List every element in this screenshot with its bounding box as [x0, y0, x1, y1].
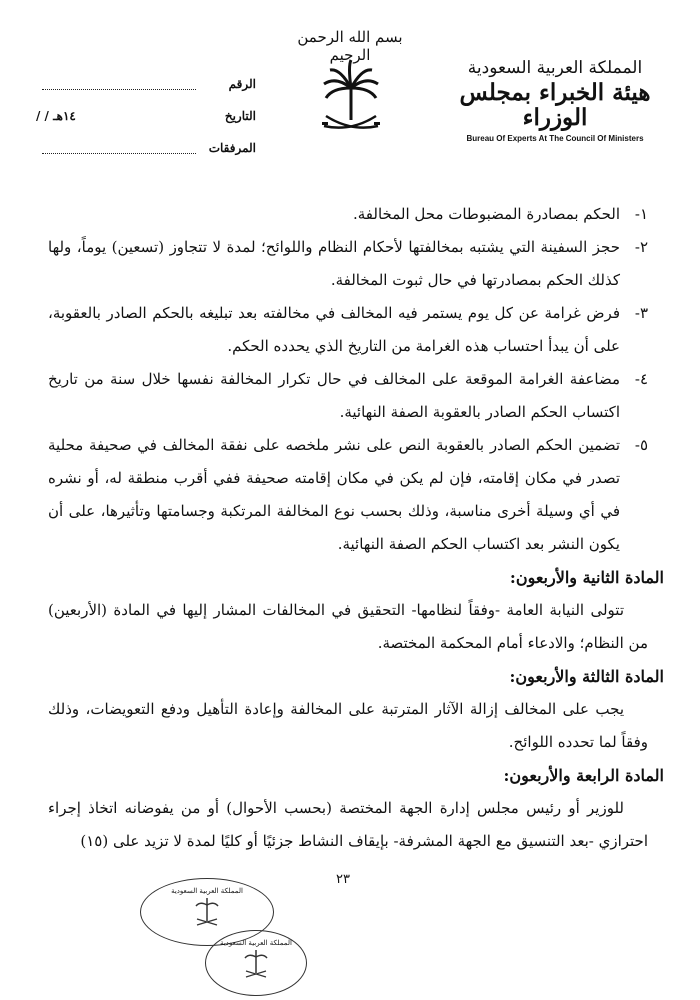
date-label: التاريخ — [224, 109, 256, 123]
stamp-emblem-icon — [192, 897, 222, 927]
official-stamp — [205, 930, 307, 996]
article-heading: المادة الثالثة والأربعون: — [509, 667, 664, 686]
list-item — [48, 231, 648, 297]
list-item — [48, 363, 648, 429]
ref-number-line — [42, 79, 196, 90]
bureau-name: هيئة الخبراء بمجلس الوزراء — [459, 79, 651, 132]
bureau-name-english: Bureau Of Experts At The Council Of Ministers — [466, 133, 644, 143]
list-item — [48, 297, 648, 363]
stamp-emblem-icon — [241, 949, 271, 979]
article-text: تتولى النيابة العامة -وفقاً لنظامها- التحقيق في المخالفات المشار إليها في المادة (الأربعين) من النظام؛ والادعاء أمام المحكمة المختصة. — [48, 601, 648, 652]
item-text: تضمين الحكم الصادر بالعقوبة النص على نشر ملخصه على نفقة المخالف في صحيفة محلية تصدر في مكان إقامته، فإن لم يكن في مكان إقامته صحيفة ففي أقرب منطقة له، أو نشره في أي وسيلة أخرى مناسبة، وذلك بحسب نوع المخالفة المرتكبة وجسامتها وتأثيرها، على أن يكون النشر بعد اكتساب الحكم الصفة النهائية. — [48, 436, 620, 553]
page-number: ٢٣ — [336, 872, 350, 887]
item-number: ٢- — [634, 238, 648, 256]
attachments-line — [42, 143, 196, 154]
document-body — [48, 198, 664, 858]
reference-block — [36, 68, 256, 164]
date-value: / / ١٤هـ — [36, 109, 76, 123]
ref-number-row — [36, 68, 256, 100]
basmala: بسم الله الرحمن الرحيم — [297, 28, 403, 64]
stamp-text: المملكة العربية السعودية — [220, 939, 292, 947]
list-item — [48, 198, 648, 231]
article-heading: المادة الرابعة والأربعون: — [503, 766, 664, 785]
item-text: حجز السفينة التي يشتبه بمخالفتها لأحكام النظام واللوائح؛ لمدة لا تتجاوز (تسعين) يوماً، ولها كذلك الحكم بمصادرتها في حال ثبوت المخالفة. — [48, 238, 620, 289]
list-item — [48, 429, 648, 561]
date-row — [36, 100, 256, 132]
item-text: الحكم بمصادرة المضبوطات محل المخالفة. — [353, 205, 620, 223]
item-number: ٣- — [634, 304, 648, 322]
item-text: مضاعفة الغرامة الموقعة على المخالف في حال تكرار المخالفة نفسها خلال سنة من تاريخ اكتساب الحكم الصادر بالعقوبة الصفة النهائية. — [48, 370, 620, 421]
item-number: ١- — [634, 205, 648, 223]
attachments-label: المرفقات — [208, 141, 256, 155]
stamp-text: المملكة العربية السعودية — [171, 887, 243, 895]
ref-number-label: الرقم — [228, 77, 256, 91]
article-heading: المادة الثانية والأربعون: — [509, 568, 664, 587]
item-number: ٤- — [634, 370, 648, 388]
article-text: للوزير أو رئيس مجلس إدارة الجهة المختصة (بحسب الأحوال) أو من يفوضانه اتخاذ إجراء احترازي -بعد التنسيق مع الجهة المشرفة- بإيقاف النشاط جزئيًا أو كليًا لمدة لا تزيد على (١٥) — [48, 799, 648, 850]
palm-swords-emblem-icon — [318, 58, 384, 138]
article-text: يجب على المخالف إزالة الآثار المترتبة على المخالفة وإعادة التأهيل ودفع التعويضات، وذلك وفقاً لما تحدده اللوائح. — [48, 700, 648, 751]
item-number: ٥- — [634, 436, 648, 454]
letterhead — [450, 58, 660, 143]
attachments-row — [36, 132, 256, 164]
kingdom-name: المملكة العربية السعودية — [467, 58, 643, 78]
item-text: فرض غرامة عن كل يوم يستمر فيه المخالف في مخالفته بعد تبليغه بالحكم الصادر بالعقوبة، على أن يبدأ احتساب هذه الغرامة من التاريخ الذي يحدده الحكم. — [48, 304, 620, 355]
